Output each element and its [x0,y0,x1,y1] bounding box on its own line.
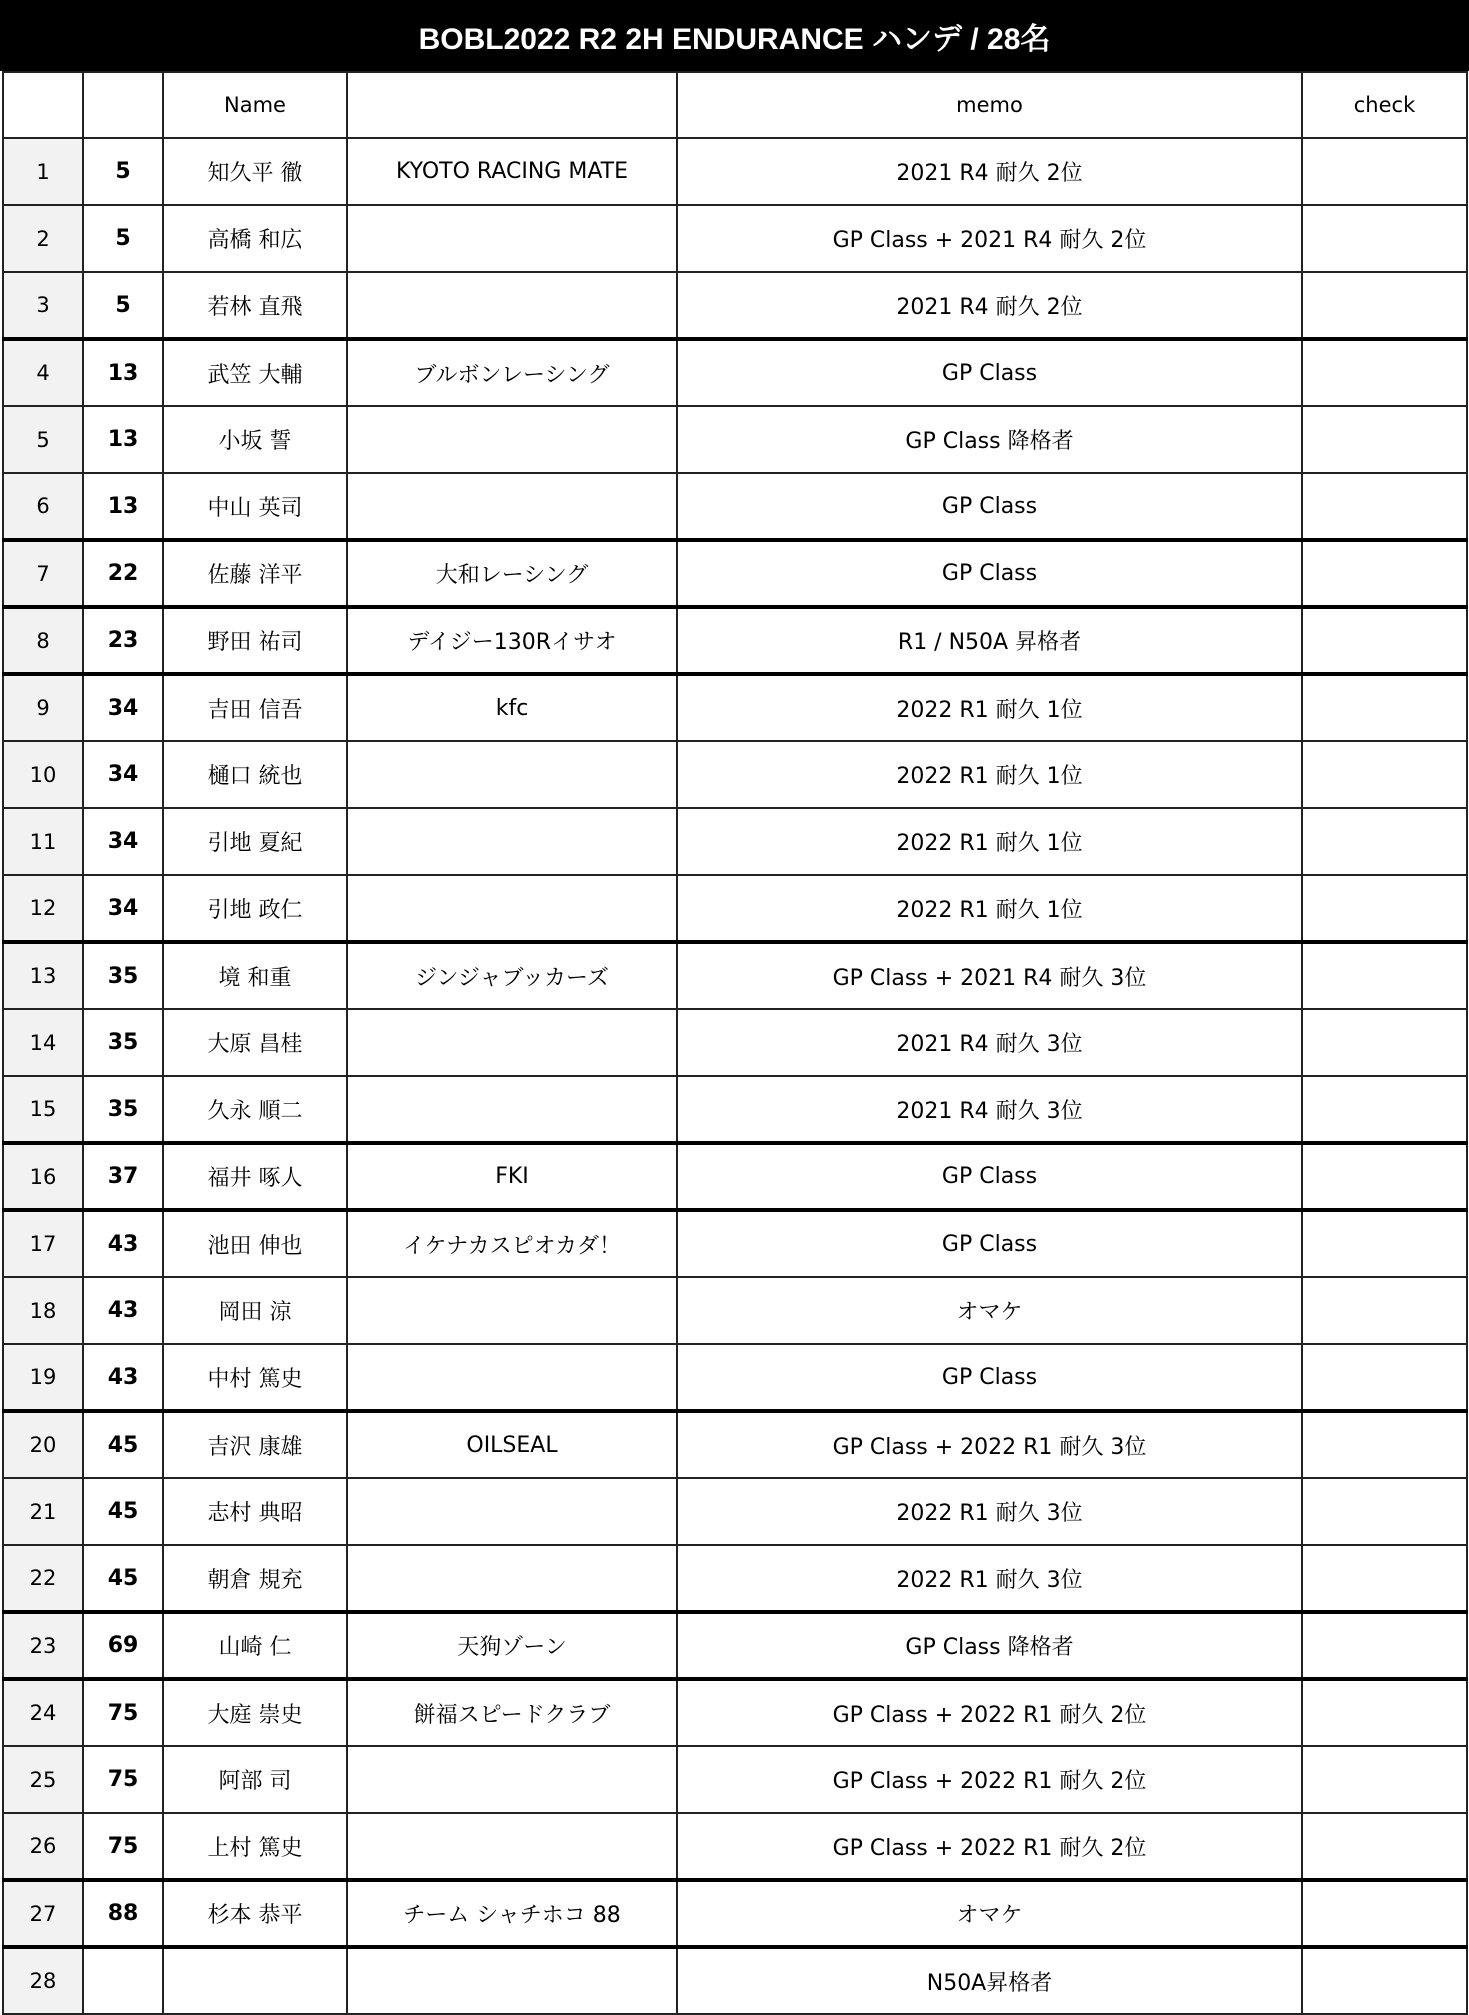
row-index-cell: 28 [3,1947,83,2014]
car-number-cell: 43 [83,1277,163,1344]
car-number-cell: 5 [83,138,163,205]
team-name-cell [347,1813,677,1880]
row-index-cell: 2 [3,205,83,272]
memo-cell: GP Class [677,339,1302,406]
car-number-cell: 34 [83,741,163,808]
memo-cell: 2021 R4 耐久 2位 [677,272,1302,339]
driver-name-cell: 久永 順二 [163,1076,347,1143]
check-cell[interactable] [1302,1612,1467,1679]
car-number-cell: 34 [83,875,163,942]
column-header-name: Name [163,72,347,138]
row-index-cell: 25 [3,1746,83,1813]
team-name-cell: ブルボンレーシング [347,339,677,406]
driver-name-cell: 大原 昌桂 [163,1009,347,1076]
driver-name-cell: 朝倉 規充 [163,1545,347,1612]
table-row [3,1478,1467,1545]
car-number-cell: 5 [83,272,163,339]
memo-cell: 2022 R1 耐久 1位 [677,741,1302,808]
memo-cell: GP Class [677,1143,1302,1210]
check-cell[interactable] [1302,473,1467,540]
check-cell[interactable] [1302,1210,1467,1277]
team-name-cell [347,741,677,808]
driver-name-cell [163,1947,347,2014]
row-index-cell: 20 [3,1411,83,1478]
driver-name-cell: 引地 夏紀 [163,808,347,875]
row-index-cell: 5 [3,406,83,473]
car-number-cell: 69 [83,1612,163,1679]
memo-cell: GP Class + 2022 R1 耐久 2位 [677,1746,1302,1813]
driver-name-cell: 杉本 恭平 [163,1880,347,1947]
driver-name-cell: 野田 祐司 [163,607,347,674]
team-name-cell: ジンジャブッカーズ [347,942,677,1009]
team-name-cell [347,1947,677,2014]
team-name-cell: OILSEAL [347,1411,677,1478]
driver-name-cell: 大庭 崇史 [163,1679,347,1746]
team-name-cell [347,1746,677,1813]
memo-cell: GP Class + 2021 R4 耐久 2位 [677,205,1302,272]
car-number-cell: 75 [83,1746,163,1813]
memo-cell: 2022 R1 耐久 3位 [677,1545,1302,1612]
car-number-cell: 43 [83,1344,163,1411]
table-row [3,1344,1467,1411]
car-number-cell: 23 [83,607,163,674]
table-row [3,406,1467,473]
table-row [3,339,1467,406]
driver-name-cell: 阿部 司 [163,1746,347,1813]
check-cell[interactable] [1302,1679,1467,1746]
check-cell[interactable] [1302,1076,1467,1143]
team-name-cell [347,272,677,339]
memo-cell: GP Class + 2021 R4 耐久 3位 [677,942,1302,1009]
driver-name-cell: 小坂 誓 [163,406,347,473]
row-index-cell: 7 [3,540,83,607]
check-cell[interactable] [1302,1143,1467,1210]
table-row [3,1210,1467,1277]
memo-cell: 2022 R1 耐久 1位 [677,875,1302,942]
memo-cell: GP Class + 2022 R1 耐久 3位 [677,1411,1302,1478]
table-row [3,875,1467,942]
row-index-cell: 18 [3,1277,83,1344]
row-index-cell: 13 [3,942,83,1009]
table-row [3,205,1467,272]
check-cell[interactable] [1302,272,1467,339]
table-row [3,540,1467,607]
check-cell[interactable] [1302,1478,1467,1545]
driver-name-cell: 若林 直飛 [163,272,347,339]
car-number-cell: 45 [83,1411,163,1478]
check-cell[interactable] [1302,339,1467,406]
check-cell[interactable] [1302,1411,1467,1478]
check-cell[interactable] [1302,674,1467,741]
driver-name-cell: 中山 英司 [163,473,347,540]
car-number-cell: 13 [83,473,163,540]
table-row [3,942,1467,1009]
table-row [3,741,1467,808]
check-cell[interactable] [1302,741,1467,808]
table-row [3,1009,1467,1076]
row-index-cell: 1 [3,138,83,205]
table-row [3,1612,1467,1679]
car-number-cell: 34 [83,674,163,741]
team-name-cell: 天狗ゾーン [347,1612,677,1679]
table-row [3,1746,1467,1813]
table-row [3,1411,1467,1478]
row-index-cell: 24 [3,1679,83,1746]
car-number-cell: 35 [83,1009,163,1076]
car-number-cell: 35 [83,1076,163,1143]
driver-name-cell: 武笠 大輔 [163,339,347,406]
driver-name-cell: 高橋 和広 [163,205,347,272]
check-cell[interactable] [1302,1545,1467,1612]
car-number-cell: 88 [83,1880,163,1947]
table-row [3,1545,1467,1612]
table-row [3,1880,1467,1947]
driver-name-cell: 岡田 涼 [163,1277,347,1344]
team-name-cell [347,205,677,272]
team-name-cell [347,1545,677,1612]
check-cell[interactable] [1302,942,1467,1009]
team-name-cell: KYOTO RACING MATE [347,138,677,205]
row-index-cell: 21 [3,1478,83,1545]
check-cell[interactable] [1302,1746,1467,1813]
memo-cell: 2021 R4 耐久 2位 [677,138,1302,205]
team-name-cell [347,1009,677,1076]
car-number-cell: 45 [83,1545,163,1612]
memo-cell: 2022 R1 耐久 1位 [677,808,1302,875]
team-name-cell: デイジー130Rイサオ [347,607,677,674]
memo-cell: GP Class + 2022 R1 耐久 2位 [677,1679,1302,1746]
check-cell[interactable] [1302,1009,1467,1076]
column-header-memo: memo [677,72,1302,138]
team-name-cell: チーム シャチホコ 88 [347,1880,677,1947]
team-name-cell [347,1277,677,1344]
check-cell[interactable] [1302,1344,1467,1411]
table-row [3,1076,1467,1143]
row-index-cell: 22 [3,1545,83,1612]
team-name-cell [347,1344,677,1411]
memo-cell: GP Class [677,473,1302,540]
check-cell[interactable] [1302,138,1467,205]
car-number-cell: 22 [83,540,163,607]
team-name-cell: 餅福スピードクラブ [347,1679,677,1746]
memo-cell: GP Class 降格者 [677,406,1302,473]
row-index-cell: 12 [3,875,83,942]
row-index-cell: 4 [3,339,83,406]
driver-name-cell: 引地 政仁 [163,875,347,942]
driver-name-cell: 福井 啄人 [163,1143,347,1210]
check-cell[interactable] [1302,1880,1467,1947]
row-index-cell: 19 [3,1344,83,1411]
driver-name-cell: 吉田 信吾 [163,674,347,741]
driver-name-cell: 吉沢 康雄 [163,1411,347,1478]
memo-cell: GP Class [677,540,1302,607]
column-header-check: check [1302,72,1467,138]
table-row [3,607,1467,674]
car-number-cell: 13 [83,406,163,473]
driver-name-cell: 上村 篤史 [163,1813,347,1880]
team-name-cell: イケナカスピオカダ！ [347,1210,677,1277]
team-name-cell [347,808,677,875]
team-name-cell [347,875,677,942]
team-name-cell [347,406,677,473]
driver-name-cell: 池田 伸也 [163,1210,347,1277]
table-row [3,138,1467,205]
column-header-team [347,72,677,138]
entry-table-body [3,138,1467,2014]
memo-cell: GP Class + 2022 R1 耐久 2位 [677,1813,1302,1880]
row-index-cell: 8 [3,607,83,674]
row-index-cell: 10 [3,741,83,808]
team-name-cell [347,1478,677,1545]
team-name-cell: kfc [347,674,677,741]
car-number-cell: 13 [83,339,163,406]
check-cell[interactable] [1302,808,1467,875]
table-row [3,674,1467,741]
car-number-cell: 75 [83,1679,163,1746]
car-number-cell [83,1947,163,2014]
column-header-number [83,72,163,138]
memo-cell: GP Class 降格者 [677,1612,1302,1679]
row-index-cell: 6 [3,473,83,540]
driver-name-cell: 樋口 統也 [163,741,347,808]
team-name-cell [347,1076,677,1143]
car-number-cell: 75 [83,1813,163,1880]
memo-cell: 2022 R1 耐久 1位 [677,674,1302,741]
row-index-cell: 14 [3,1009,83,1076]
car-number-cell: 45 [83,1478,163,1545]
table-row [3,1813,1467,1880]
check-cell[interactable] [1302,406,1467,473]
memo-cell: 2021 R4 耐久 3位 [677,1009,1302,1076]
table-header-row [3,72,1467,138]
check-cell[interactable] [1302,607,1467,674]
memo-cell: 2021 R4 耐久 3位 [677,1076,1302,1143]
check-cell[interactable] [1302,1947,1467,2014]
driver-name-cell: 知久平 徹 [163,138,347,205]
table-row [3,1679,1467,1746]
row-index-cell: 26 [3,1813,83,1880]
row-index-cell: 15 [3,1076,83,1143]
row-index-cell: 17 [3,1210,83,1277]
table-row [3,1277,1467,1344]
driver-name-cell: 志村 典昭 [163,1478,347,1545]
row-index-cell: 9 [3,674,83,741]
driver-name-cell: 境 和重 [163,942,347,1009]
table-row [3,1143,1467,1210]
car-number-cell: 34 [83,808,163,875]
entry-table [2,71,1468,2015]
memo-cell: N50A昇格者 [677,1947,1302,2014]
page-title: BOBL2022 R2 2H ENDURANCE ハンデ / 28名 [0,0,1469,71]
driver-name-cell: 中村 篤史 [163,1344,347,1411]
memo-cell: オマケ [677,1880,1302,1947]
table-row [3,473,1467,540]
table-row [3,272,1467,339]
row-index-cell: 16 [3,1143,83,1210]
column-header-index [3,72,83,138]
check-cell[interactable] [1302,875,1467,942]
team-name-cell: 大和レーシング [347,540,677,607]
row-index-cell: 23 [3,1612,83,1679]
table-row [3,808,1467,875]
memo-cell: GP Class [677,1210,1302,1277]
car-number-cell: 5 [83,205,163,272]
car-number-cell: 43 [83,1210,163,1277]
memo-cell: GP Class [677,1344,1302,1411]
car-number-cell: 35 [83,942,163,1009]
check-cell[interactable] [1302,540,1467,607]
team-name-cell: FKI [347,1143,677,1210]
row-index-cell: 3 [3,272,83,339]
memo-cell: オマケ [677,1277,1302,1344]
driver-name-cell: 山崎 仁 [163,1612,347,1679]
driver-name-cell: 佐藤 洋平 [163,540,347,607]
memo-cell: R1 / N50A 昇格者 [677,607,1302,674]
check-cell[interactable] [1302,1277,1467,1344]
row-index-cell: 27 [3,1880,83,1947]
row-index-cell: 11 [3,808,83,875]
table-row [3,1947,1467,2014]
team-name-cell [347,473,677,540]
car-number-cell: 37 [83,1143,163,1210]
memo-cell: 2022 R1 耐久 3位 [677,1478,1302,1545]
check-cell[interactable] [1302,205,1467,272]
check-cell[interactable] [1302,1813,1467,1880]
